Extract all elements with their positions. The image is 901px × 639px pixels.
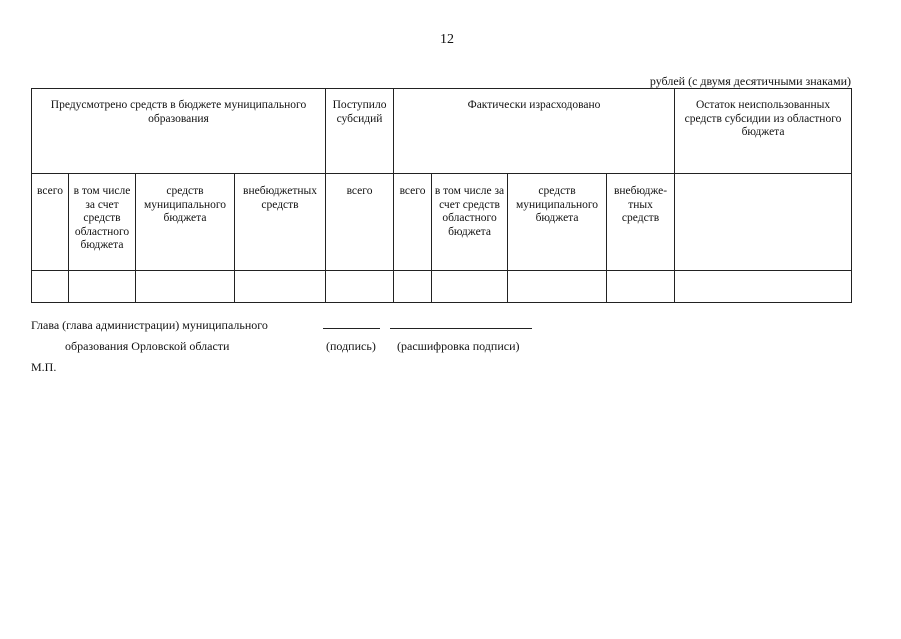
table-cell[interactable] (394, 271, 432, 303)
signature-decoding-line[interactable] (390, 328, 532, 329)
table-cell[interactable] (326, 271, 394, 303)
stamp-place: М.П. (31, 360, 57, 374)
table-cell[interactable] (32, 271, 69, 303)
header-actually-spent: Фактически израсходовано (394, 89, 675, 174)
signature-decoding-caption: (расшифровка подписи) (397, 339, 520, 353)
subheader-municipal-budget: средств муниципального бюджета (136, 174, 235, 271)
table-row (32, 271, 852, 303)
subheader-spent-extrabudgetary: внебюдже-тных средств (607, 174, 675, 271)
subheader-regional-budget: в том числе за счет средств областного бюджета (69, 174, 136, 271)
subheader-extrabudgetary: внебюджетных средств (235, 174, 326, 271)
report-table (31, 88, 852, 303)
subheader-total: всего (32, 174, 69, 271)
table-cell[interactable] (136, 271, 235, 303)
table-cell[interactable] (235, 271, 326, 303)
table-cell[interactable] (432, 271, 508, 303)
subheader-spent-total: всего (394, 174, 432, 271)
subheader-spent-regional: в том числе за счет средств областного бюджета (432, 174, 508, 271)
signature-caption: (подпись) (326, 339, 376, 353)
signature-line[interactable] (323, 328, 380, 329)
header-subsidies-received: Поступило субсидий (326, 89, 394, 174)
head-title-line1: Глава (глава администрации) муниципального (31, 318, 268, 332)
subheader-spent-municipal: средств муниципального бюджета (508, 174, 607, 271)
header-unused-balance: Остаток неиспользованных средств субсидии из областного бюджета (675, 89, 852, 174)
header-budget-provided: Предусмотрено средств в бюджете муниципального образования (32, 89, 326, 174)
table-cell[interactable] (69, 271, 136, 303)
subheader-unused-balance (675, 174, 852, 271)
page-number: 12 (440, 32, 454, 47)
table-cell[interactable] (607, 271, 675, 303)
table-cell[interactable] (675, 271, 852, 303)
subheader-subsidies-total: всего (326, 174, 394, 271)
units-note: рублей (с двумя десятичными знаками) (649, 74, 851, 88)
table-cell[interactable] (508, 271, 607, 303)
head-title-line2: образования Орловской области (65, 339, 230, 353)
